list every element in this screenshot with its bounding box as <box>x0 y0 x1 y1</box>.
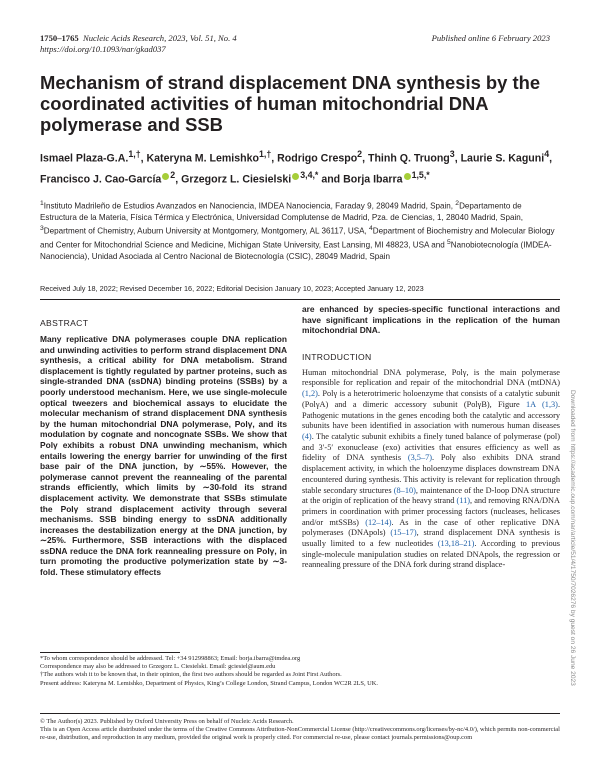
published-date: Published online 6 February 2023 <box>431 33 550 43</box>
citation-link[interactable]: (12–14) <box>365 517 392 527</box>
citation-link[interactable]: (15–17) <box>390 528 417 538</box>
citation-link[interactable]: (11) <box>456 496 470 506</box>
affiliations: $^1$Instituto Madrileño de Estudios Avanzados en Nanociencia, IMDEA Nanociencia, Faraday 9, 28049 Madrid, Spain, $^2$Departamento de Estructura de la Materia, Física Térmica y Electrónica, Universidad Complutense de Madrid, Pza. de Ciencias, 1, 28040 Madrid, Spain, $^3$Department of Chemistry, Auburn University at Montgomery, Montgomery, AL 36117, USA, $^4$Department of Biochemistry and Molecular Biology and Center for Mitochondrial Science and Medicine, Michigan State University, East Lansing, MI 48823, USA and $^5$Nanobiotecnología (IMDEA-Nanociencia), Unidad Asociada al Centro Nacional de Biotecnología (CSIC), 28049 Madrid, Spain <box>40 200 555 261</box>
author: , Grzegorz L. Ciesielski <box>175 173 292 186</box>
present-address-note: Present address: Kateryna M. Lemishko, Department of Physics, King’s College London, Strand Campus, London WC2R 2LS, UK. <box>40 679 379 687</box>
page-range: 1750–1765 <box>40 33 79 43</box>
footnote-divider <box>40 652 180 653</box>
running-header-left <box>40 33 237 55</box>
divider <box>40 299 560 300</box>
left-column <box>40 318 287 578</box>
orcid-icon[interactable] <box>404 173 411 180</box>
author: , Laurie S. Kaguni <box>454 152 545 165</box>
divider <box>40 713 560 714</box>
abstract-heading: ABSTRACT <box>40 318 89 328</box>
correspondence-note: *To whom correspondence should be addressed. Tel: +34 912998863; Email: borja.ibarra@imdea.org <box>40 655 301 662</box>
license-text: This is an Open Access article distributed under the terms of the Creative Commons Attribution-NonCommercial License (http://creativecommons.org/licenses/by-nc/4.0/), which permits non-commercial re-use, distribution, and reproduction in any medium, provided the original work is properly cited. For commercial re-use, please contact journals.permissions@oup.com <box>40 726 560 742</box>
author: , Francisco J. Cao-García <box>40 152 553 186</box>
footnotes <box>40 655 560 688</box>
author: , Rodrigo Crespo <box>271 152 358 165</box>
figure-link[interactable]: 1A <box>526 399 536 409</box>
article-title: Mechanism of strand displacement DNA synthesis by the coordinated activities of human mitochondrial DNA polymerase and SSB <box>40 72 541 135</box>
citation-link[interactable]: (1,2) <box>302 389 318 399</box>
citation-link[interactable]: (4) <box>302 432 312 441</box>
author: , Kateryna M. Lemishko <box>140 152 259 165</box>
introduction-text: Human mitochondrial DNA polymerase, Polγ, is the main polymerase responsible for replication and repair of the mitochondrial DNA (mtDNA) (1,2). Polγ is a heterotrimeric holoenzyme that consists of a catalytic subunit (PolγA) and a dimeric accessory subunit (PolγB), Figure 1A (1,3). Pathogenic mutations in the genes encoding both the catalytic and accessory subunits have been identified in association with numerous human diseases (4). The catalytic subunit exhibits a finely tuned balance of polymerase (pol) and 3′-5′ exonuclease (exo) activities that ensures efficiency as well as fidelity of DNA synthesis (3,5–7). Polγ also exhibits DNA strand displacement activity, in which the holoenzyme displaces downstream DNA encountered during synthesis. This activity is relevant for replication through stable secondary structures (8–10), maintenance of the D-loop DNA structure at the origin of replication of the heavy strand (11), and removing RNA/DNA primers in coordination with primer processing factors (nucleases, helicases and/or mtSSBs) (12–14). As in the case of other replicative DNA polymerases (DNApols) (15–17), strand displacement DNA synthesis is usually limited to a few nucleotides (13,18–21). According to previous single-molecule manipulation studies on related DNApols, the regression or reannealing pressure of the DNA fork during strand displace- <box>302 367 561 570</box>
citation-link[interactable]: (13,18–21) <box>437 539 475 549</box>
article-history-dates: Received July 18, 2022; Revised December 16, 2022; Editorial Decision January 10, 2023; Accepted January 12, 2023 <box>40 284 424 293</box>
joint-authors-note: †The authors wish it to be known that, in their opinion, the first two authors should be regarded as Joint First Authors. <box>40 671 342 679</box>
license-block <box>40 718 560 743</box>
citation-link[interactable]: (1,3) <box>542 399 558 409</box>
author-list: Ismael Plaza-G.A.$^{1,\dagger}$, Kateryna M. Lemishko$^{1,\dagger}$, Rodrigo Crespo$^2$, Thinh Q. Truong$^3$, Laurie S. Kaguni$^4$, Francisco J. Cao-García $^2$, Grzegorz L. Ciesielski $^{3,4,*}$ and Borja Ibarra $^{1,5,*}$ <box>40 149 553 186</box>
download-watermark: Downloaded from https://academic.oup.com/nar/article/51/4/1750/7026276 by guest on 26 June 2023 <box>569 390 576 686</box>
introduction-heading: INTRODUCTION <box>302 351 372 362</box>
correspondence-note: Correspondence may also be addressed to Grzegorz L. Ciesielski. Email: gciesiel@aum.edu <box>40 663 276 671</box>
right-column <box>302 304 560 571</box>
author: and Borja Ibarra <box>318 173 403 186</box>
orcid-icon[interactable] <box>292 173 299 180</box>
orcid-icon[interactable] <box>162 173 169 180</box>
citation-link[interactable]: (3,5–7) <box>407 453 433 463</box>
citation-link[interactable]: (8–10) <box>393 485 416 495</box>
author: Ismael Plaza-G.A. <box>40 152 129 165</box>
author: , Thinh Q. Truong <box>362 152 450 165</box>
abstract-continuation: are enhanced by species-specific functional interactions and have significant implications in the replication of the human mitochondrial DNA. <box>302 304 560 336</box>
journal-citation: Nucleic Acids Research, 2023, Vol. 51, No. 4 <box>82 33 237 43</box>
copyright-line: © The Author(s) 2023. Published by Oxford University Press on behalf of Nucleic Acids Research. <box>40 718 294 725</box>
abstract-text: Many replicative DNA polymerases couple DNA replication and unwinding activities to perform strand displacement DNA synthesis, a critical ability for DNA metabolism. Strand displacement is tightly regulated by partner proteins, such as single-stranded DNA (ssDNA) binding proteins (SSBs) by a poorly understood mechanism. Here, we use single-molecule optical tweezers and biochemical assays to elucidate the molecular mechanism of strand displacement DNA synthesis by the human mitochondrial DNA polymerase, Polγ, and its modulation by cognate and noncognate SSBs. We show that Polγ exhibits a robust DNA unwinding mechanism, which entails lowering the energy barrier for unwinding of the first base pair of the DNA junction, by ∼55%. However, the polymerase cannot prevent the reannealing of the parental strands efficiently, which limits by ∼30-fold its strand displacement activity. We demonstrate that SSBs stimulate the Polγ strand displacement activity through several mechanisms. SSB binding energy to ssDNA additionally increases the destabilization energy at the DNA junction, by ∼25%. Furthermore, SSB interactions with the displaced ssDNA reduce the DNA fork reannealing pressure on Polγ, in turn promoting the productive polymerization state by ∼3-fold. These stimulatory effects <box>40 334 287 578</box>
doi-link[interactable]: https://doi.org/10.1093/nar/gkad037 <box>40 44 166 54</box>
